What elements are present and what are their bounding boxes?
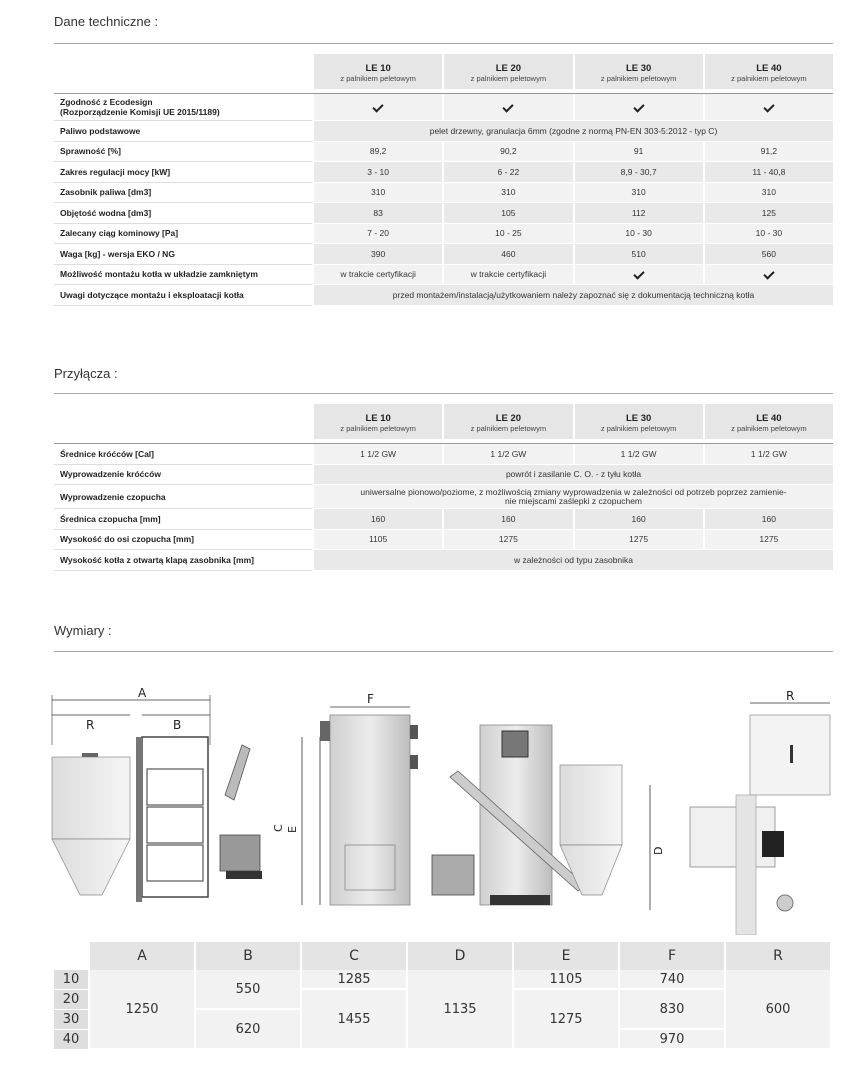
dim-label-b: B	[173, 718, 182, 732]
table-row: Średnica czopucha [mm] 160 160 160 160	[54, 509, 833, 530]
side-view-drawing	[272, 692, 418, 905]
table-row: Waga [kg] - wersja EKO / NG 390 460 510 560	[54, 244, 833, 265]
model-header-le40: LE 40 z palnikiem peletowym	[703, 404, 833, 440]
dimensions-table	[54, 942, 830, 1050]
dim-label-f: F	[367, 692, 374, 706]
table-row: Wysokość kotła z otwartą klapą zasobnika [mm] w zależności od typu zasobnika	[54, 550, 833, 571]
dim-label-d: D	[652, 846, 665, 855]
model-header-le20: LE 20 z palnikiem peletowym	[442, 404, 572, 440]
check-icon	[633, 269, 644, 280]
dim-header: C	[300, 942, 406, 970]
table-row: Uwagi dotyczące montażu i eksploatacji kotła przed montażem/instalacją/użytkowaniem należy zapoznać się z dokumentacją techniczną kotła	[54, 285, 833, 306]
dim-value-r: 600	[724, 970, 830, 1050]
dim-header: F	[618, 942, 724, 970]
table-row: Możliwość montażu kotła w układzie zamkniętym w trakcie certyfikacji w trakcie certyfikacji	[54, 265, 833, 286]
dim-header: R	[724, 942, 830, 970]
dim-value-f: 970	[618, 1030, 724, 1050]
dim-value-b: 550	[194, 970, 300, 1010]
size-label: 10	[54, 970, 88, 990]
check-icon	[763, 269, 774, 280]
table-row: Wyprowadzenie czopucha uniwersalne pionowo/poziome, z możliwością zmiany wyprowadzenia w zależności od potrzeb poprzez zamienie- nie miejscami zaślepki z czopuchem	[54, 485, 833, 509]
model-header-le30: LE 30 z palnikiem peletowym	[573, 54, 703, 90]
dim-header: D	[406, 942, 512, 970]
check-icon	[633, 101, 644, 112]
row-label: Zgodność z Ecodesign (Rozporządzenie Komisji UE 2015/1189)	[54, 94, 312, 121]
size-label: 20	[54, 990, 88, 1010]
dim-label-r: R	[86, 718, 95, 732]
model-header-le10: LE 10 z palnikiem peletowym	[312, 404, 442, 440]
section-rule	[54, 393, 833, 394]
check-icon	[372, 101, 383, 112]
dim-label-a: A	[138, 686, 147, 700]
dim-value-a: 1250	[88, 970, 194, 1050]
section-rule	[54, 43, 833, 44]
section-title-conn: Przyłącza :	[54, 366, 118, 381]
table-row	[54, 94, 833, 121]
check-icon	[763, 101, 774, 112]
section-title-tech: Dane techniczne :	[54, 14, 159, 29]
conn-table	[54, 404, 833, 571]
size-label: 30	[54, 1010, 88, 1030]
table-row: Zalecany ciąg kominowy [Pa] 7 - 20 10 - 25 10 - 30 10 - 30	[54, 224, 833, 245]
table-row: Wyprowadzenie króćców powrót i zasilanie C. O. - z tyłu kotła	[54, 465, 833, 486]
back-view-drawing	[432, 725, 665, 910]
dim-header: E	[512, 942, 618, 970]
tech-table	[54, 54, 833, 306]
dim-value-e: 1105	[512, 970, 618, 990]
model-header-le30: LE 30 z palnikiem peletowym	[573, 404, 703, 440]
model-header-le40: LE 40 z palnikiem peletowym	[703, 54, 833, 90]
table-row: Paliwo podstawowe pelet drzewny, granulacja 6mm (zgodne z normą PN-EN 303-5:2012 - typ C)	[54, 121, 833, 142]
dim-value-e: 1275	[512, 990, 618, 1050]
dim-value-c: 1455	[300, 990, 406, 1050]
model-header-le20: LE 20 z palnikiem peletowym	[442, 54, 572, 90]
table-row: Zakres regulacji mocy [kW] 3 - 10 6 - 22 8,9 - 30,7 11 - 40,8	[54, 162, 833, 183]
dim-label-r2: R	[786, 689, 795, 703]
section-rule	[54, 651, 833, 652]
check-icon	[503, 101, 514, 112]
model-header-le10: LE 10 z palnikiem peletowym	[312, 54, 442, 90]
table-row: Objętość wodna [dm3] 83 105 112 125	[54, 203, 833, 224]
dim-value-f: 740	[618, 970, 724, 990]
dim-value-d: 1135	[406, 970, 512, 1050]
dim-label-e: E	[286, 826, 299, 833]
dim-value-c: 1285	[300, 970, 406, 990]
section-title-dims: Wymiary :	[54, 623, 112, 638]
boiler-drawings	[50, 685, 840, 935]
front-view-drawing	[52, 686, 262, 902]
dim-header: A	[88, 942, 194, 970]
dim-header: B	[194, 942, 300, 970]
size-label: 40	[54, 1030, 88, 1050]
dim-label-c: C	[272, 824, 285, 832]
table-row: Zasobnik paliwa [dm3] 310 310 310 310	[54, 183, 833, 204]
dim-value-f: 830	[618, 990, 724, 1030]
dim-value-b: 620	[194, 1010, 300, 1050]
table-row: Sprawność [%] 89,2 90,2 91 91,2	[54, 142, 833, 163]
hopper-view-drawing	[690, 689, 830, 935]
table-row: Wysokość do osi czopucha [mm] 1105 1275 1275 1275	[54, 530, 833, 551]
table-row: Średnice króćców [Cal] 1 1/2 GW 1 1/2 GW 1 1/2 GW 1 1/2 GW	[54, 444, 833, 465]
